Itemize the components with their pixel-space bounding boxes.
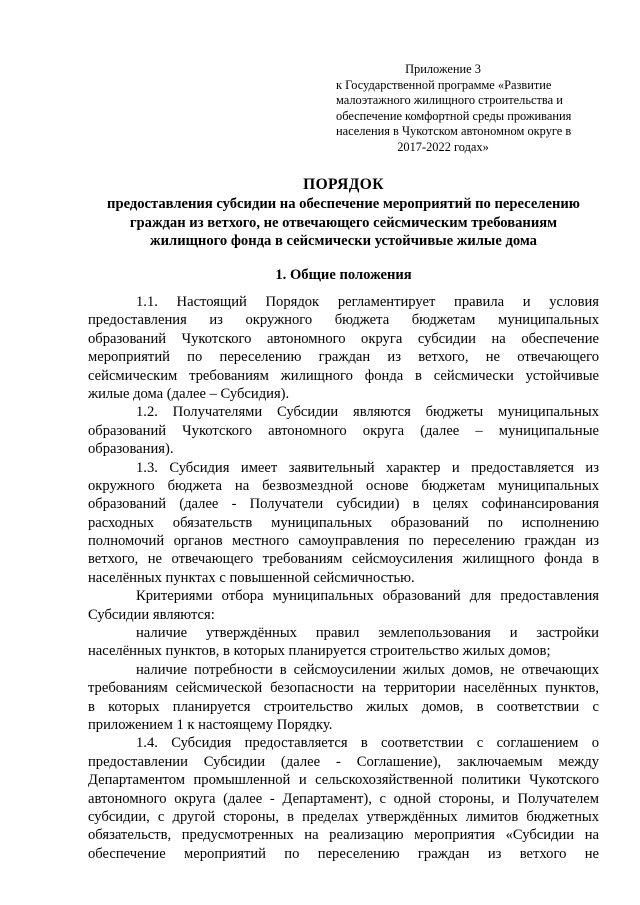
body-line: образований Чукотского автономного округа субсидии на обеспечение xyxy=(88,330,599,347)
appendix-note xyxy=(336,62,572,156)
body-line: предоставления из окружного бюджета бюджетам муниципальных xyxy=(88,312,599,329)
body-line: полномочий органов местного самоуправления по переселению граждан из xyxy=(88,533,599,550)
body-line: жилые дома (далее – Субсидия). xyxy=(88,385,290,402)
body-line: сейсмическим требованиям жилищного фонда в сейсмически устойчивые xyxy=(88,367,599,384)
body-line: предоставлении Субсидии (далее - Соглашение), заключаемым между xyxy=(88,753,599,770)
body-line: 1.4. Субсидия предоставляется в соответствии с соглашением о xyxy=(136,735,599,752)
title-sub-line: предоставления субсидии на обеспечение мероприятий по переселению xyxy=(107,196,580,212)
appendix-line: 2017-2022 годах» xyxy=(397,139,489,154)
body-line: субсидии, с другой стороны, в пределах утверждённых лимитов бюджетных xyxy=(88,808,599,825)
body-line: образования). xyxy=(88,441,174,458)
body-line: Критериями отбора муниципальных образований для предоставления xyxy=(136,588,599,605)
body-line: в которых планируется строительство жилых домов, в соответствии с xyxy=(88,698,599,715)
title-main: ПОРЯДОК xyxy=(303,176,384,193)
body-line: ветхого, не отвечающего требованиям сейсмоусиления жилищного фонда в xyxy=(88,551,599,568)
appendix-line: малоэтажного жилищного строительства и xyxy=(336,93,563,108)
body-line: наличие утверждённых правил землепользования и застройки xyxy=(136,625,599,642)
body-line: населённых пунктов, в которых планируется строительство жилых домов; xyxy=(88,643,551,660)
body-line: 1.3. Субсидия имеет заявительный характер и предоставляется из xyxy=(136,459,599,476)
body-text xyxy=(88,293,599,863)
document-title xyxy=(88,175,599,251)
section-heading: 1. Общие положения xyxy=(275,267,412,283)
body-line: 1.1. Настоящий Порядок регламентирует правила и условия xyxy=(136,294,599,310)
body-line: 1.2. Получателями Субсидии являются бюджеты муниципальных xyxy=(136,404,599,421)
body-line: обязательств, предусмотренных на реализацию мероприятия «Субсидии на xyxy=(88,827,599,844)
body-line: образований Чукотского автономного округа (далее – муниципальные xyxy=(88,422,599,439)
title-sub-line: жилищного фонда в сейсмически устойчивые жилые дома xyxy=(150,233,537,249)
body-line: мероприятий по переселению граждан из ветхого, не отвечающего xyxy=(88,349,599,366)
appendix-line: населения в Чукотском автономном округе в xyxy=(336,124,572,139)
body-line: приложением 1 к настоящему Порядку. xyxy=(88,716,333,733)
body-line: наличие потребности в сейсмоусилении жилых домов, не отвечающих xyxy=(136,661,599,678)
title-sub-line: граждан из ветхого, не отвечающего сейсмическим требованиям xyxy=(129,214,558,231)
body-line: Департаментом промышленной и сельскохозяйственной политики Чукотского xyxy=(88,772,599,789)
appendix-line: к Государственной программе «Развитие xyxy=(336,77,552,92)
body-line: образований (далее - Получатели субсидии) в целях софинансирования xyxy=(88,496,599,513)
body-line: обеспечение мероприятий по переселению граждан из ветхого не xyxy=(88,845,599,862)
body-line: Субсидии являются: xyxy=(88,606,215,623)
body-line: расходных обязательств муниципальных образований по исполнению xyxy=(88,514,599,531)
appendix-line: Приложение 3 xyxy=(405,62,481,76)
body-line: требованиям сейсмической безопасности на территории населённых пунктов, xyxy=(88,680,599,697)
title-subtitle xyxy=(88,195,599,251)
appendix-line: обеспечение комфортной среды проживания xyxy=(336,108,572,123)
body-line: окружного бюджета на безвозмездной основе бюджетам муниципальных xyxy=(88,477,599,494)
body-line: населённых пунктах с повышенной сейсмичностью. xyxy=(88,569,415,586)
body-line: автономного округа (далее - Департамент), с одной стороны, и Получателем xyxy=(88,790,599,807)
